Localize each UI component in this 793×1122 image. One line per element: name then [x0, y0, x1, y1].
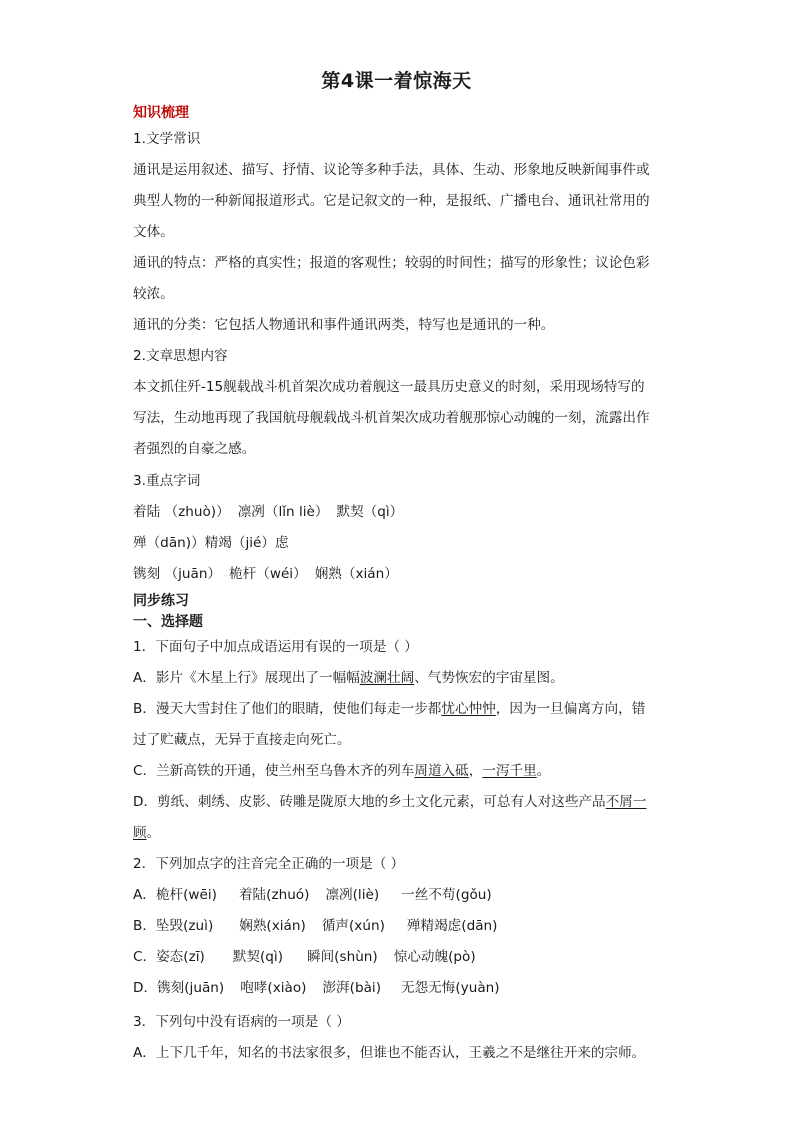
vocab-item: 殚（dān)）精竭（jié）虑 [133, 535, 289, 551]
page-title: 第4课一着惊海天 [321, 70, 472, 92]
q2-d-word: 澎湃(bài) [322, 980, 381, 996]
q1-b-text: B．漫天大雪封住了他们的眼睛，使他们每走一步都 [133, 701, 442, 717]
vocab-heading: 3.重点字词 [133, 473, 201, 489]
vocab-item: 娴熟（xián） [314, 566, 398, 582]
q2-option-c [133, 947, 673, 967]
q1-c-text-end: 。 [536, 763, 551, 779]
q2-option-b [133, 916, 673, 936]
q2-stem: 2．下列加点字的注音完全正确的一项是（ ） [133, 856, 405, 872]
q1-c-idiom-1: 周道入砥 [414, 763, 469, 779]
literature-paragraph-3: 通讯的分类：它包括人物通讯和事件通讯两类，特写也是通讯的一种。 [133, 317, 555, 333]
vocab-item: 默契（qì） [336, 504, 404, 520]
q1-option-c [133, 761, 673, 781]
q1-d-text-end: 。 [146, 825, 161, 841]
q1-option-a [133, 668, 673, 688]
q2-d-word: 咆哮(xiào) [240, 980, 307, 996]
q2-c-word: 瞬间(shùn) [307, 949, 378, 965]
theme-line-1: 本文抓住歼-15舰载战斗机首架次成功着舰这一最具历史意义的时刻，采用现场特写的 [133, 379, 645, 395]
vocab-item: 桅杆（wéi） [229, 566, 307, 582]
q1-a-idiom: 波澜壮阔 [359, 670, 415, 686]
q2-option-a [133, 885, 673, 905]
literature-paragraph-1-line-3: 文体。 [133, 224, 174, 240]
q2-a-word: 凛冽(liè) [325, 887, 380, 903]
vocab-row-1 [133, 502, 673, 522]
theme-line-2: 写法，生动地再现了我国航母舰载战斗机首架次成功着舰那惊心动魄的一刻，流露出作 [133, 410, 650, 426]
q2-c-word: 惊心动魄(pò) [393, 949, 476, 965]
q1-c-comma: ， [468, 763, 483, 779]
q1-d-idiom-part-1: 不屑一 [605, 794, 647, 810]
q3-stem: 3．下列句中没有语病的一项是（ ） [133, 1014, 350, 1030]
vocab-row-3 [133, 564, 673, 584]
q1-option-b-line-1 [133, 699, 673, 719]
section-choice-heading: 一、选择题 [133, 614, 203, 630]
section-practice-heading: 同步练习 [133, 593, 189, 609]
literature-paragraph-2-line-1: 通讯的特点：严格的真实性；报道的客观性；较弱的时间性；描写的形象性；议论色彩 [133, 255, 650, 271]
q2-c-word: C．姿态(zī) [133, 949, 205, 965]
q2-b-word: 循声(xún) [321, 918, 385, 934]
vocab-item: 凛冽（lǐn liè） [237, 504, 329, 520]
literature-paragraph-1-line-1: 通讯是运用叙述、描写、抒情、议论等多种手法，具体、生动、形象地反映新闻事件或 [133, 162, 650, 178]
section-knowledge-heading: 知识梳理 [133, 105, 189, 121]
q1-option-b-line-2: 过了贮藏点，无异于直接走向死亡。 [133, 732, 351, 748]
q1-stem: 1．下面句子中加点成语运用有误的一项是（ ） [133, 639, 418, 655]
q1-c-text: C．兰新高铁的开通，使兰州至乌鲁木齐的列车 [133, 763, 415, 779]
q2-d-word: D．镌刻(juān) [133, 980, 225, 996]
q2-a-word: A．桅杆(wēi) [133, 887, 217, 903]
q1-d-idiom-part-2: 顾 [133, 825, 147, 841]
q1-option-d-line-1 [133, 792, 673, 812]
q2-b-word: 殚精竭虑(dān) [406, 918, 498, 934]
q1-b-idiom: 忧心忡忡 [441, 701, 496, 717]
q1-c-idiom-2: 一泻千里 [482, 763, 537, 779]
vocab-item: 镌刻 （juān） [133, 566, 222, 582]
q1-d-text: D．剪纸、刺绣、皮影、砖雕是陇原大地的乡土文化元素，可总有人对这些产品 [133, 794, 606, 810]
vocab-item: 着陆 （zhuò)） [133, 504, 230, 520]
q1-b-text-end: ，因为一旦偏离方向，错 [495, 701, 646, 717]
q2-d-word: 无怨无悔(yuàn) [401, 980, 500, 996]
theme-line-3: 者强烈的自豪之感。 [133, 441, 256, 457]
q2-a-word: 着陆(zhuó) [238, 887, 310, 903]
q2-option-d [133, 978, 673, 998]
q2-c-word: 默契(qì) [232, 949, 283, 965]
q1-option-d-line-2 [133, 823, 673, 843]
q1-a-text-end: 、气势恢宏的宇宙星图。 [414, 670, 564, 686]
q2-b-word: B．坠毁(zuì) [133, 918, 214, 934]
q1-a-text: A．影片《木星上行》展现出了一幅幅 [133, 670, 360, 686]
vocab-row-2 [133, 533, 673, 553]
literature-heading: 1.文学常识 [133, 131, 201, 147]
q2-a-word: 一丝不苟(gǒu) [401, 887, 492, 903]
q2-b-word: 娴熟(xián) [239, 918, 306, 934]
literature-paragraph-1-line-2: 典型人物的一种新闻报道形式。它是记叙文的一种，是报纸、广播电台、通讯社常用的 [133, 193, 650, 209]
q3-option-a: A．上下几千年，知名的书法家很多，但谁也不能否认，王羲之不是继往开来的宗师。 [133, 1045, 646, 1061]
literature-paragraph-2-line-2: 较浓。 [133, 286, 174, 302]
theme-heading: 2.文章思想内容 [133, 348, 228, 364]
